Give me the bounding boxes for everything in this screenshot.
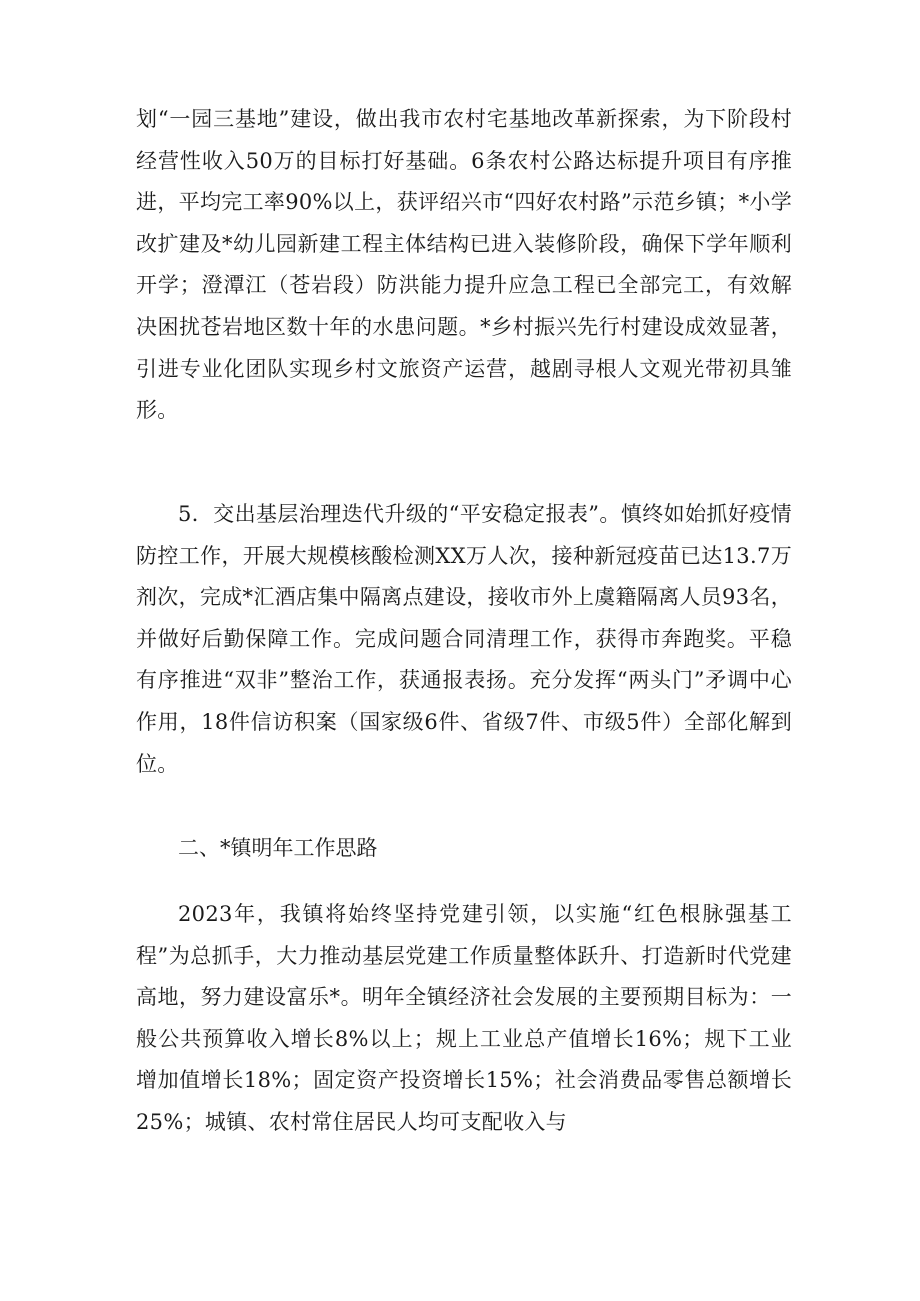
paragraph-continued: 划“一园三基地”建设，做出我市农村宅基地改革新探索，为下阶段村经营性收入50万的目标打好基础。6条农村公路达标提升项目有序推进，平均完工率90%以上，获评绍兴市“四好农村路”示范乡镇；*小学改扩建及*幼儿园新建工程主体结构已进入装修阶段，确保下学年顺利开学；澄潭江（苍岩段）防洪能力提升应急工程已全部完工，有效解决困扰苍岩地区数十年的水患问题。*乡村振兴先行村建设成效显著，引进专业化团队实现乡村文旅资产运营，越剧寻根人文观光带初具雏形。 [136, 107, 792, 423]
section-heading: 二、*镇明年工作思路 [178, 836, 378, 860]
paragraph-5: 5．交出基层治理迭代升级的“平安稳定报表”。慎终如始抓好疫情防控工作，开展大规模核酸检测XX万人次，接种新冠疫苗已达13.7万剂次，完成*汇酒店集中隔离点建设，接收市外上虞籍隔离人员93名，并做好后勤保障工作。完成问题合同清理工作，获得市奔跑奖。平稳有序推进“双非”整治工作，获通报表扬。充分发挥“两头门”矛调中心作用，18件信访积案（国家级6件、省级7件、市级5件）全部化解到位。 [136, 502, 792, 776]
paragraph-2023: 2023年，我镇将始终坚持党建引领，以实施“红色根脉强基工程”为总抓手，大力推动基层党建工作质量整体跃升、打造新时代党建高地，努力建设富乐*。明年全镇经济社会发展的主要预期目标为：一般公共预算收入增长8%以上；规上工业总产值增长16%；规下工业增加值增长18%；固定资产投资增长15%；社会消费品零售总额增长25%；城镇、农村常住居民人均可支配收入与 [136, 902, 792, 1134]
